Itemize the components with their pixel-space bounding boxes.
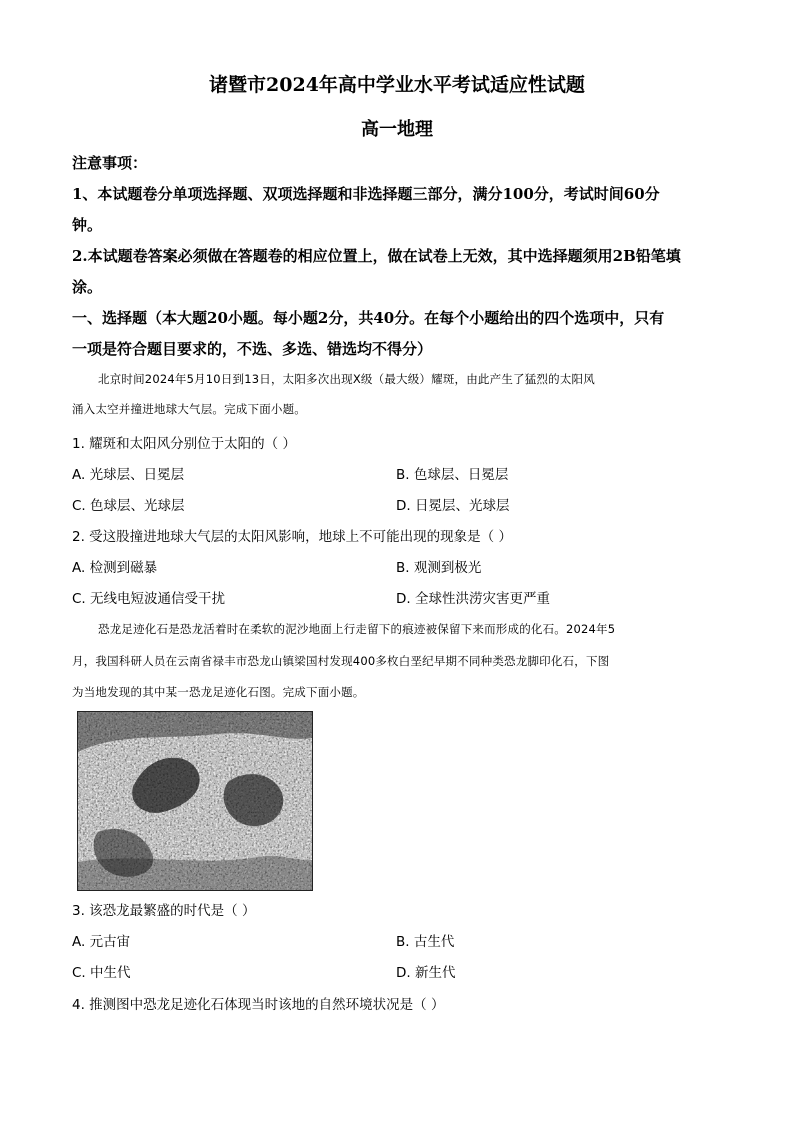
material-2-line-1: 恐龙足迹化石是恐龙活着时在柔软的泥沙地面上行走留下的痕迹被保留下来而形成的化石。2024年5 [98,622,616,636]
notice-item-1: 1、本试题卷分单项选择题、双项选择题和非选择题三部分，满分100分，考试时间60分 [72,185,660,203]
material-1-line-2: 涌入太空并撞进地球大气层。完成下面小题。 [72,402,306,416]
notice-item-1-cont: 钟。 [72,216,103,234]
exam-title: 诸暨市2024年高中学业水平考试适应性试题 [209,74,585,96]
material-1-line-1: 北京时间2024年5月10日到13日，太阳多次出现X级（最大级）耀斑，由此产生了猛烈的太阳风 [98,372,595,386]
question-2-option-b: B. 观测到极光 [396,560,482,576]
question-2-option-a: A. 检测到磁暴 [72,560,158,576]
subject-title: 高一地理 [361,119,433,140]
question-3-option-a: A. 元古宙 [72,934,131,950]
section-heading-cont: 一项是符合题目要求的，不选、多选、错选均不得分） [72,340,433,358]
question-3-option-d: D. 新生代 [396,965,456,981]
question-3-stem: 3. 该恐龙最繁盛的时代是（ ） [72,903,256,919]
question-1-option-a: A. 光球层、日冕层 [72,467,185,483]
dinosaur-footprint-photo [77,711,313,891]
question-1-option-c: C. 色球层、光球层 [72,498,185,514]
material-2-line-2: 月，我国科研人员在云南省禄丰市恐龙山镇梁国村发现400多枚白垩纪早期不同种类恐龙脚印化石，下图 [72,654,610,668]
question-2-option-c: C. 无线电短波通信受干扰 [72,591,226,607]
question-3-option-c: C. 中生代 [72,965,131,981]
question-1-option-d: D. 日冕层、光球层 [396,498,510,514]
question-4-stem: 4. 推测图中恐龙足迹化石体现当时该地的自然环境状况是（ ） [72,997,445,1013]
section-heading: 一、选择题（本大题20小题。每小题2分，共40分。在每个小题给出的四个选项中，只有 [72,309,665,327]
material-2-line-3: 为当地发现的其中某一恐龙足迹化石图。完成下面小题。 [72,685,365,699]
notice-heading: 注意事项： [72,154,148,172]
question-1-stem: 1. 耀斑和太阳风分别位于太阳的（ ） [72,436,296,452]
question-3-option-b: B. 古生代 [396,934,455,950]
question-2-stem: 2. 受这股撞进地球大气层的太阳风影响，地球上不可能出现的现象是（ ） [72,529,512,545]
notice-item-2-cont: 涂。 [72,278,103,296]
notice-item-2: 2.本试题卷答案必须做在答题卷的相应位置上，做在试卷上无效，其中选择题须用2B铅笔填 [72,247,681,265]
question-2-option-d: D. 全球性洪涝灾害更严重 [396,591,550,607]
question-1-option-b: B. 色球层、日冕层 [396,467,509,483]
